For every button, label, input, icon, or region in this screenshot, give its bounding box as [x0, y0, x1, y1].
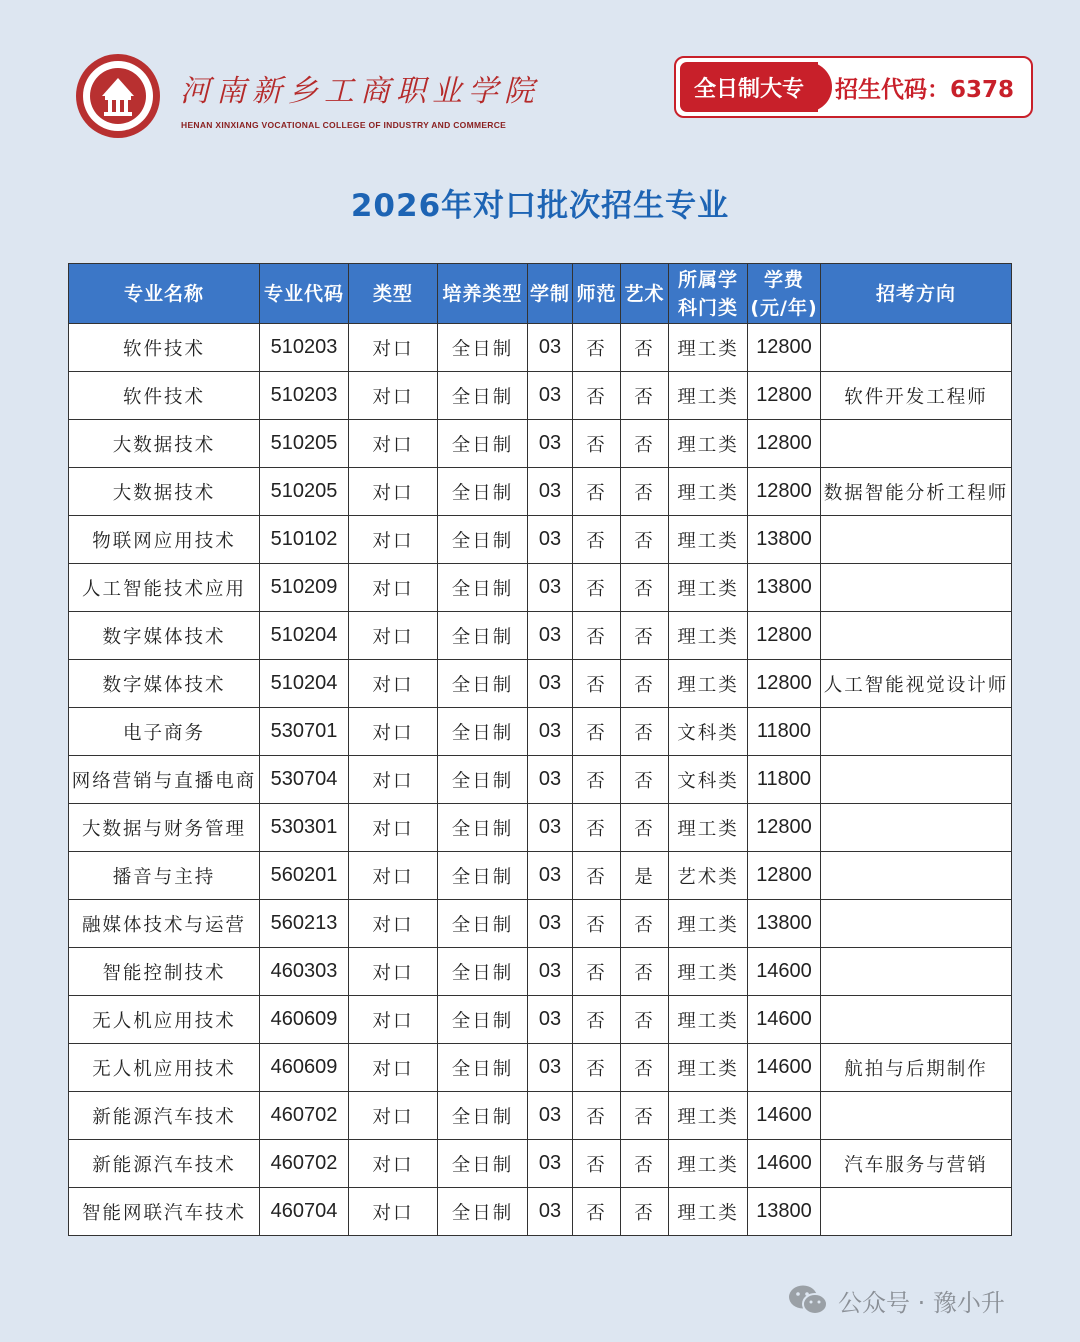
table-cell: 理工类: [669, 564, 748, 612]
table-cell: [821, 1092, 1012, 1140]
table-cell: 03: [528, 1044, 573, 1092]
table-cell: 510204: [260, 612, 349, 660]
table-cell: 否: [573, 756, 621, 804]
table-cell: 无人机应用技术: [69, 996, 260, 1044]
table-cell: [821, 852, 1012, 900]
table-cell: 文科类: [669, 708, 748, 756]
table-cell: 人工智能技术应用: [69, 564, 260, 612]
table-cell: 03: [528, 900, 573, 948]
table-cell: 全日制: [438, 1140, 528, 1188]
table-cell: 11800: [748, 756, 821, 804]
table-cell: 大数据技术: [69, 420, 260, 468]
table-cell: 大数据与财务管理: [69, 804, 260, 852]
table-cell: 全日制: [438, 564, 528, 612]
table-cell: 13800: [748, 1188, 821, 1236]
table-cell: 智能网联汽车技术: [69, 1188, 260, 1236]
table-cell: 14600: [748, 948, 821, 996]
table-cell: 数字媒体技术: [69, 612, 260, 660]
table-cell: 否: [573, 468, 621, 516]
wechat-icon: [788, 1283, 828, 1317]
badge-type: 全日制大专: [680, 62, 818, 112]
table-cell: 对口: [349, 516, 438, 564]
table-cell: 否: [573, 612, 621, 660]
table-cell: [821, 1188, 1012, 1236]
table-cell: 03: [528, 324, 573, 372]
table-cell: 否: [621, 660, 669, 708]
table-cell: 否: [621, 324, 669, 372]
table-cell: 理工类: [669, 516, 748, 564]
table-cell: 对口: [349, 900, 438, 948]
table-cell: 理工类: [669, 372, 748, 420]
table-cell: 对口: [349, 852, 438, 900]
table-cell: [821, 612, 1012, 660]
table-cell: 否: [621, 1044, 669, 1092]
table-cell: 全日制: [438, 708, 528, 756]
table-cell: 03: [528, 996, 573, 1044]
table-cell: 510209: [260, 564, 349, 612]
table-cell: 网络营销与直播电商: [69, 756, 260, 804]
table-row: [69, 996, 1012, 1044]
table-cell: 全日制: [438, 1188, 528, 1236]
table-cell: [821, 804, 1012, 852]
enrollment-badge: [674, 56, 1033, 118]
table-cell: 否: [573, 372, 621, 420]
table-cell: 对口: [349, 612, 438, 660]
table-cell: 12800: [748, 468, 821, 516]
table-cell: 03: [528, 420, 573, 468]
table-cell: 理工类: [669, 660, 748, 708]
table-row: [69, 1092, 1012, 1140]
table-row: [69, 948, 1012, 996]
table-row: [69, 852, 1012, 900]
table-cell: 对口: [349, 324, 438, 372]
table-cell: 对口: [349, 660, 438, 708]
table-cell: 否: [573, 804, 621, 852]
badge-code: 招生代码：6378: [834, 76, 1014, 103]
table-cell: 全日制: [438, 1092, 528, 1140]
column-header: 所属学 科门类: [669, 264, 748, 324]
table-cell: [821, 420, 1012, 468]
table-cell: 否: [621, 804, 669, 852]
table-cell: 12800: [748, 420, 821, 468]
table-cell: 560201: [260, 852, 349, 900]
table-cell: 否: [573, 420, 621, 468]
table-cell: 否: [621, 1140, 669, 1188]
table-cell: 03: [528, 1140, 573, 1188]
table-cell: 12800: [748, 612, 821, 660]
table-cell: 03: [528, 660, 573, 708]
table-row: [69, 900, 1012, 948]
table-row: [69, 324, 1012, 372]
column-header: 招考方向: [821, 264, 1012, 324]
table-cell: 理工类: [669, 420, 748, 468]
table-row: [69, 612, 1012, 660]
table-cell: 全日制: [438, 612, 528, 660]
table-row: [69, 372, 1012, 420]
table-cell: 融媒体技术与运营: [69, 900, 260, 948]
table-cell: 否: [573, 1188, 621, 1236]
table-cell: 03: [528, 804, 573, 852]
column-header: 专业名称: [69, 264, 260, 324]
table-cell: 对口: [349, 564, 438, 612]
table-cell: 否: [573, 900, 621, 948]
school-name-en: HENAN XINXIANG VOCATIONAL COLLEGE OF INDUSTRY AND COMMERCE: [181, 120, 507, 130]
table-cell: 大数据技术: [69, 468, 260, 516]
table-cell: 560213: [260, 900, 349, 948]
table-cell: 否: [621, 420, 669, 468]
table-cell: 对口: [349, 756, 438, 804]
school-seal-icon: [72, 52, 168, 140]
table-cell: 否: [573, 1044, 621, 1092]
table-row: [69, 708, 1012, 756]
table-cell: 物联网应用技术: [69, 516, 260, 564]
column-header: 师范: [573, 264, 621, 324]
table-cell: 全日制: [438, 324, 528, 372]
table-cell: 460609: [260, 996, 349, 1044]
table-cell: 否: [621, 948, 669, 996]
table-cell: 航拍与后期制作: [821, 1044, 1012, 1092]
table-cell: 03: [528, 852, 573, 900]
table-cell: 否: [573, 996, 621, 1044]
table-cell: 否: [621, 372, 669, 420]
table-row: [69, 564, 1012, 612]
table-cell: 人工智能视觉设计师: [821, 660, 1012, 708]
table-cell: 12800: [748, 660, 821, 708]
table-cell: 全日制: [438, 660, 528, 708]
column-header: 学制: [528, 264, 573, 324]
table-cell: 全日制: [438, 420, 528, 468]
table-cell: [821, 516, 1012, 564]
table-cell: 03: [528, 372, 573, 420]
table-cell: 510203: [260, 324, 349, 372]
table-cell: [821, 324, 1012, 372]
table-cell: 全日制: [438, 996, 528, 1044]
table-cell: 否: [621, 708, 669, 756]
table-row: [69, 420, 1012, 468]
table-cell: 否: [621, 900, 669, 948]
table-cell: 对口: [349, 1140, 438, 1188]
major-table: [68, 263, 1012, 1236]
table-cell: 12800: [748, 324, 821, 372]
column-header: 专业代码: [260, 264, 349, 324]
table-cell: 否: [573, 948, 621, 996]
table-row: [69, 660, 1012, 708]
table-cell: 理工类: [669, 612, 748, 660]
table-cell: 510205: [260, 468, 349, 516]
table-cell: [821, 948, 1012, 996]
table-cell: 否: [573, 324, 621, 372]
table-cell: 理工类: [669, 1092, 748, 1140]
table-cell: 14600: [748, 996, 821, 1044]
table-cell: 全日制: [438, 516, 528, 564]
table-cell: 数字媒体技术: [69, 660, 260, 708]
table-cell: 汽车服务与营销: [821, 1140, 1012, 1188]
table-row: [69, 804, 1012, 852]
school-name: 河南新乡工商职业学院: [180, 74, 540, 109]
table-cell: 03: [528, 564, 573, 612]
column-header: 类型: [349, 264, 438, 324]
table-cell: 13800: [748, 564, 821, 612]
table-cell: 播音与主持: [69, 852, 260, 900]
table-cell: 否: [573, 852, 621, 900]
table-cell: 对口: [349, 1188, 438, 1236]
table-cell: 全日制: [438, 1044, 528, 1092]
watermark: [788, 1282, 1005, 1318]
table-cell: [821, 756, 1012, 804]
table-cell: 03: [528, 516, 573, 564]
table-cell: 电子商务: [69, 708, 260, 756]
table-cell: 对口: [349, 1092, 438, 1140]
table-cell: 否: [573, 1140, 621, 1188]
table-cell: 无人机应用技术: [69, 1044, 260, 1092]
column-header: 艺术: [621, 264, 669, 324]
table-cell: [821, 900, 1012, 948]
table-cell: 新能源汽车技术: [69, 1092, 260, 1140]
table-cell: 理工类: [669, 948, 748, 996]
table-cell: 对口: [349, 468, 438, 516]
table-cell: 13800: [748, 900, 821, 948]
table-cell: 460702: [260, 1140, 349, 1188]
table-cell: 理工类: [669, 324, 748, 372]
table-row: [69, 1044, 1012, 1092]
table-cell: 460303: [260, 948, 349, 996]
table-cell: 14600: [748, 1092, 821, 1140]
table-cell: 全日制: [438, 756, 528, 804]
table-cell: 数据智能分析工程师: [821, 468, 1012, 516]
table-cell: 是: [621, 852, 669, 900]
table-cell: 460609: [260, 1044, 349, 1092]
table-cell: 否: [573, 660, 621, 708]
table-cell: 03: [528, 612, 573, 660]
table-cell: 否: [621, 468, 669, 516]
table-header-row: [69, 264, 1012, 324]
table-cell: 否: [573, 564, 621, 612]
table-cell: 智能控制技术: [69, 948, 260, 996]
table-cell: 否: [573, 1092, 621, 1140]
table-cell: [821, 708, 1012, 756]
table-cell: 否: [621, 1092, 669, 1140]
column-header: 培养类型: [438, 264, 528, 324]
table-cell: 530301: [260, 804, 349, 852]
table-cell: 14600: [748, 1044, 821, 1092]
table-cell: 全日制: [438, 804, 528, 852]
table-cell: 对口: [349, 420, 438, 468]
table-cell: 对口: [349, 948, 438, 996]
table-cell: 理工类: [669, 1140, 748, 1188]
table-cell: 03: [528, 1092, 573, 1140]
table-row: [69, 468, 1012, 516]
table-cell: 510203: [260, 372, 349, 420]
table-cell: [821, 996, 1012, 1044]
table-cell: 艺术类: [669, 852, 748, 900]
table-cell: [821, 564, 1012, 612]
table-cell: 13800: [748, 516, 821, 564]
table-cell: 理工类: [669, 804, 748, 852]
table-cell: 460704: [260, 1188, 349, 1236]
table-cell: 理工类: [669, 1044, 748, 1092]
table-cell: 理工类: [669, 468, 748, 516]
table-cell: 理工类: [669, 900, 748, 948]
page-header: [0, 0, 1080, 150]
table-cell: 对口: [349, 372, 438, 420]
table-cell: 03: [528, 708, 573, 756]
table-cell: 03: [528, 948, 573, 996]
table-cell: 530704: [260, 756, 349, 804]
table-row: [69, 1188, 1012, 1236]
table-cell: 否: [621, 1188, 669, 1236]
column-header: 学费 (元/年): [748, 264, 821, 324]
table-cell: 否: [621, 612, 669, 660]
table-cell: 对口: [349, 804, 438, 852]
table-cell: 03: [528, 1188, 573, 1236]
table-cell: 新能源汽车技术: [69, 1140, 260, 1188]
table-cell: 否: [621, 516, 669, 564]
table-cell: 12800: [748, 804, 821, 852]
table-cell: 对口: [349, 996, 438, 1044]
table-cell: 对口: [349, 1044, 438, 1092]
table-cell: 14600: [748, 1140, 821, 1188]
table-cell: 460702: [260, 1092, 349, 1140]
table-cell: 12800: [748, 372, 821, 420]
table-cell: 否: [573, 708, 621, 756]
table-cell: 510102: [260, 516, 349, 564]
table-cell: 全日制: [438, 852, 528, 900]
table-row: [69, 516, 1012, 564]
table-cell: 否: [621, 756, 669, 804]
table-row: [69, 1140, 1012, 1188]
table-cell: 软件开发工程师: [821, 372, 1012, 420]
table-cell: 全日制: [438, 900, 528, 948]
table-cell: 全日制: [438, 948, 528, 996]
table-cell: 510204: [260, 660, 349, 708]
table-cell: 理工类: [669, 1188, 748, 1236]
table-cell: 530701: [260, 708, 349, 756]
table-cell: 全日制: [438, 468, 528, 516]
table-cell: 理工类: [669, 996, 748, 1044]
table-cell: 否: [573, 516, 621, 564]
table-cell: 03: [528, 468, 573, 516]
table-cell: 全日制: [438, 372, 528, 420]
page-title: 2026年对口批次招生专业: [350, 188, 730, 224]
table-cell: 11800: [748, 708, 821, 756]
table-cell: 对口: [349, 708, 438, 756]
table-cell: 软件技术: [69, 372, 260, 420]
table-body: [69, 324, 1012, 1236]
table-cell: 510205: [260, 420, 349, 468]
table-cell: 12800: [748, 852, 821, 900]
table-cell: 否: [621, 996, 669, 1044]
table-cell: 文科类: [669, 756, 748, 804]
table-row: [69, 756, 1012, 804]
table-cell: 否: [621, 564, 669, 612]
watermark-text: 公众号 · 豫小升: [838, 1288, 1005, 1317]
table-cell: 软件技术: [69, 324, 260, 372]
table-cell: 03: [528, 756, 573, 804]
